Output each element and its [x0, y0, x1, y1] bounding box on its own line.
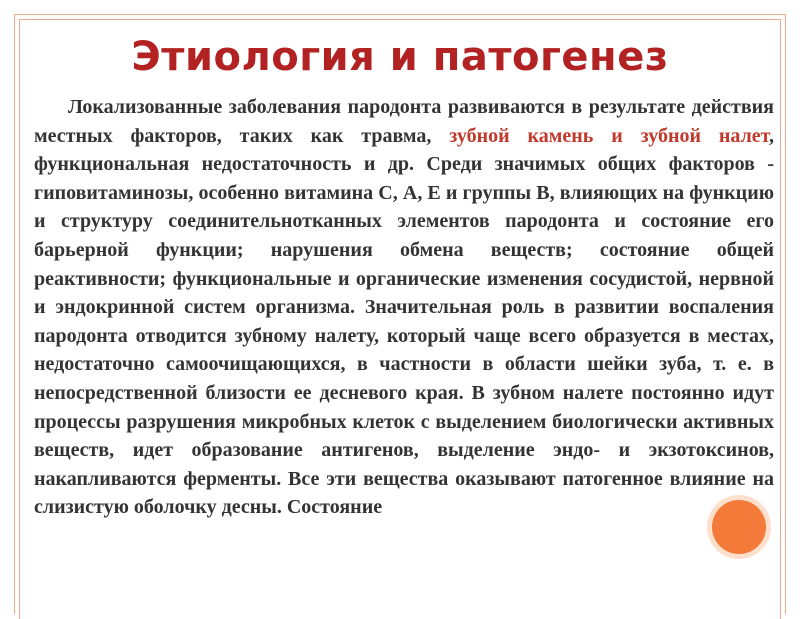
slide-title: Этиология и патогенез: [131, 34, 669, 80]
decorative-circle: [712, 500, 766, 554]
paragraph-text-part-2: , функциональная недостаточность и др. Среди значимых общих факторов - гиповитаминозы, особенно витамина С, А, Е и группы В, влияющих на функцию и структуру соединительнотканных элементов пародонта и состояние его барьерной функции; нарушения обмена веществ; состояние общей реактивности; функциональные и органические изменения сосудистой, нервной и эндокринной систем организма. Значительная роль в развитии воспаления пародонта отводится зубному налету, который чаще всего образуется в местах, недостаточно самоочищающихся, в частности в области шейки зуба, т. е. в непосредственной близости ее десневого края. В зубном налете постоянно идут процессы разрушения микробных клеток с выделением биологически активных веществ, идет образование антигенов, выделение эндо- и экзотоксинов, накапливаются ферменты. Все эти вещества оказывают патогенное влияние на слизистую оболочку десны. Состояние: [34, 124, 774, 519]
paragraph-highlight: зубной камень и зубной налет: [449, 124, 769, 147]
paragraph-text-part-1: Локализованные заболевания пародонта развиваются в результате действия местных факторов, таких как травма,: [34, 96, 774, 147]
slide-body-paragraph: [34, 93, 774, 522]
